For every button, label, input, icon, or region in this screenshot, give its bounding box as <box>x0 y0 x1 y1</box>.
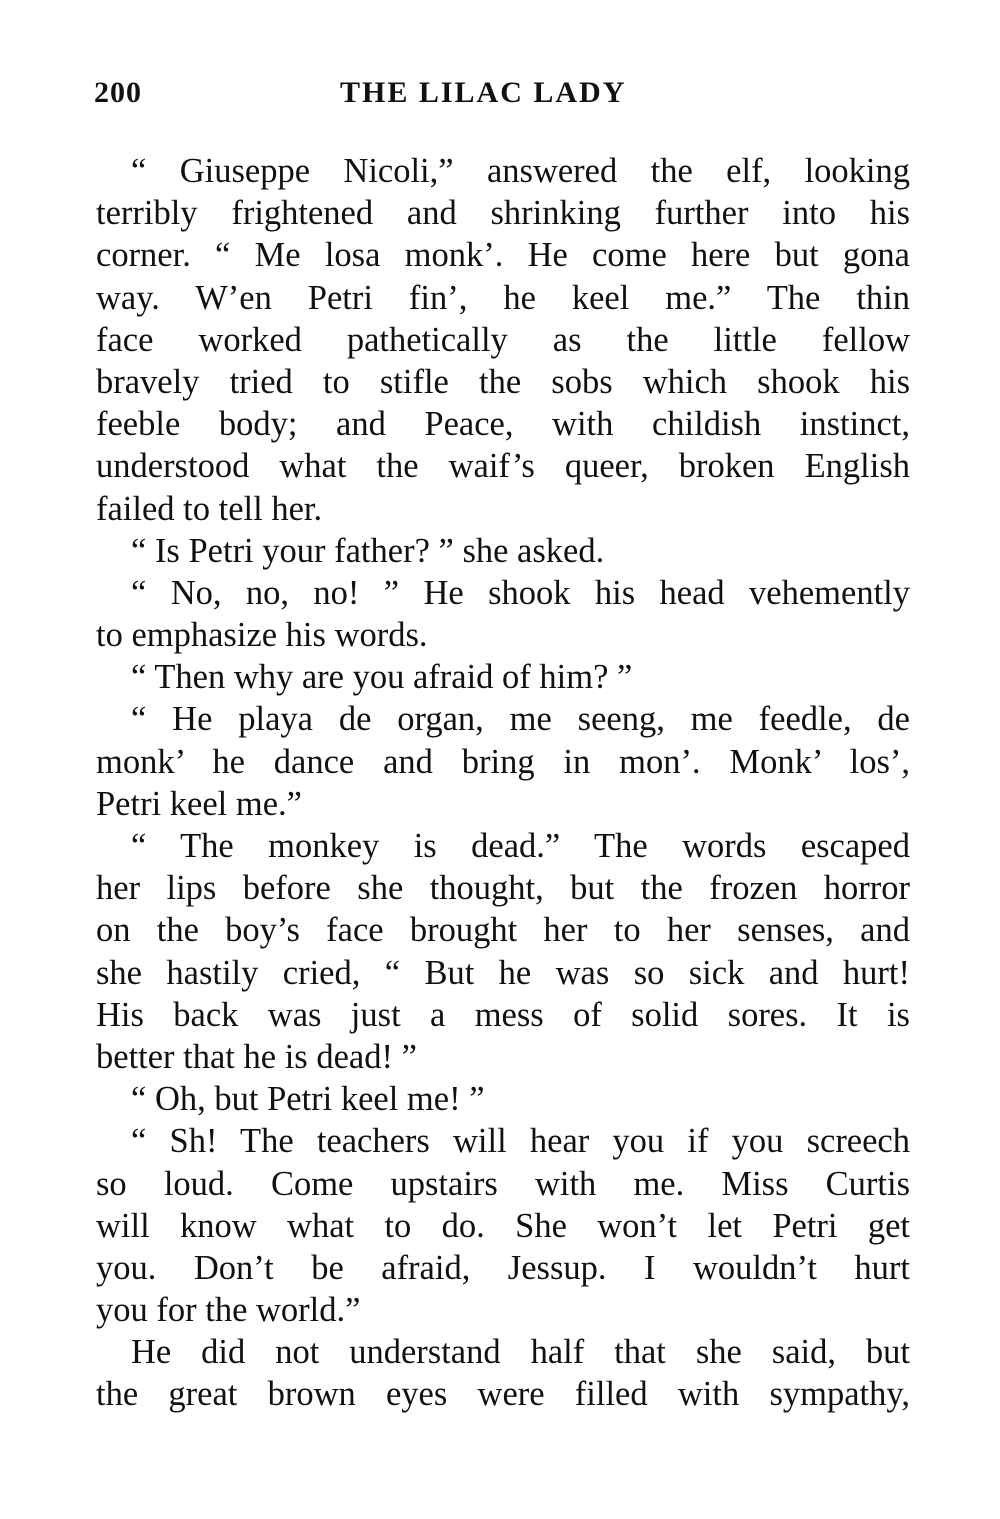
text-line: “ Oh, but Petri keel me! ” <box>131 1080 485 1119</box>
text-line: terribly frightened and shrinking further into his <box>96 194 910 233</box>
text-line: you. Don’t be afraid, Jessup. I wouldn’t hurt <box>96 1248 910 1287</box>
text-line: “ Giuseppe Nicoli,” answered the elf, looking <box>131 152 910 190</box>
text-line: the great brown eyes were filled with sympathy, <box>96 1375 910 1414</box>
text-line: monk’ he dance and bring in mon’. Monk’ los’, <box>96 742 910 781</box>
text-line: “ No, no, no! ” He shook his head vehemently <box>131 573 910 612</box>
body-text <box>96 150 910 1416</box>
text-line: you for the world.” <box>96 1291 361 1330</box>
text-line: “ Then why are you afraid of him? ” <box>131 658 633 697</box>
text-line: on the boy’s face brought her to her senses, and <box>96 911 910 950</box>
text-line: Petri keel me.” <box>96 784 302 823</box>
text-line: His back was just a mess of solid sores. It is <box>96 995 910 1034</box>
text-line: understood what the waif’s queer, broken English <box>96 447 910 486</box>
text-line: will know what to do. She won’t let Petri get <box>96 1206 910 1245</box>
page-header <box>94 76 910 116</box>
running-head: THE LILAC LADY <box>340 76 627 109</box>
text-line: He did not understand half that she said, but <box>131 1333 910 1372</box>
text-line: feeble body; and Peace, with childish instinct, <box>96 405 910 444</box>
text-line: “ He playa de organ, me seeng, me feedle, de <box>131 700 910 739</box>
text-line: way. W’en Petri fin’, he keel me.” The thin <box>96 278 910 317</box>
text-line: her lips before she thought, but the frozen horror <box>96 869 910 908</box>
text-line: “ The monkey is dead.” The words escaped <box>131 827 910 865</box>
text-line: so loud. Come upstairs with me. Miss Curtis <box>96 1164 910 1203</box>
text-line: to emphasize his words. <box>96 616 428 655</box>
page-number: 200 <box>94 76 142 109</box>
text-line: “ Is Petri your father? ” she asked. <box>131 531 605 570</box>
text-line: “ Sh! The teachers will hear you if you screech <box>131 1122 910 1161</box>
text-line: failed to tell her. <box>96 489 323 528</box>
text-line: face worked pathetically as the little fellow <box>96 320 910 359</box>
text-line: corner. “ Me losa monk’. He come here but gona <box>96 236 910 275</box>
text-line: bravely tried to stifle the sobs which shook his <box>96 362 910 401</box>
text-line: she hastily cried, “ But he was so sick and hurt! <box>96 953 910 992</box>
text-line: better that he is dead! ” <box>96 1037 417 1076</box>
